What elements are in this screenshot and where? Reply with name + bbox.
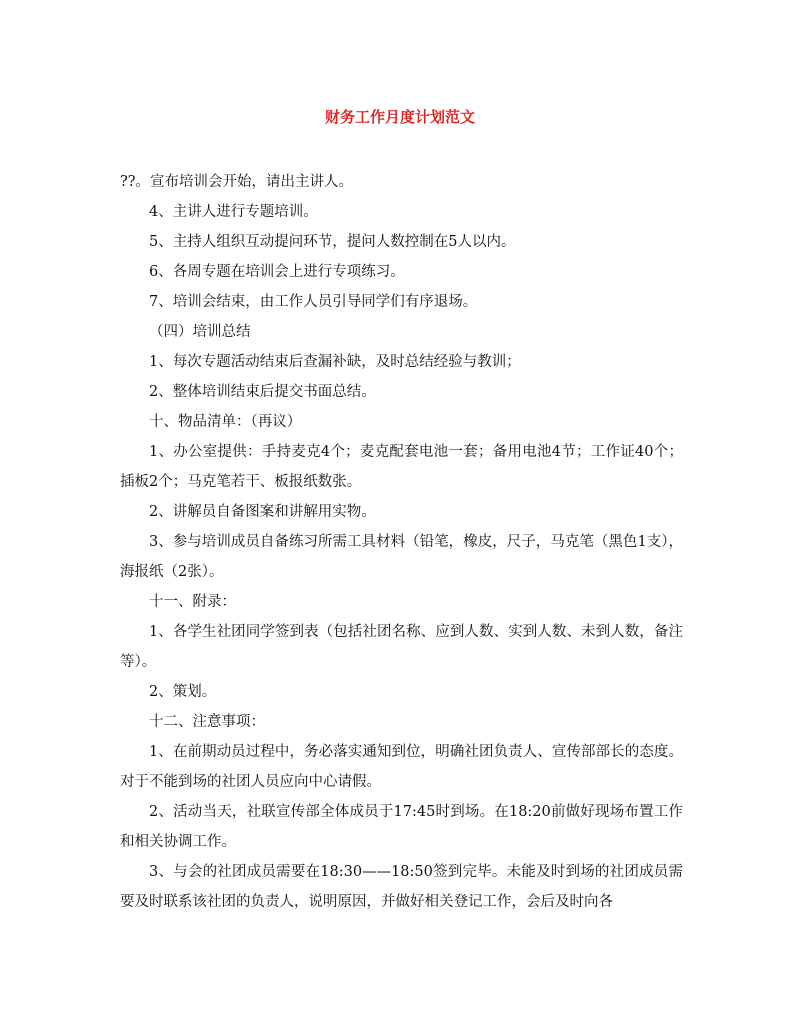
paragraph: 2、讲解员自备图案和讲解用实物。 — [149, 504, 376, 520]
paragraph: 4、主讲人进行专题培训。 — [149, 204, 318, 220]
paragraph: 1、各学生社团同学签到表（包括社团名称、应到人数、实到人数、未到人数，备注等）。 — [120, 624, 683, 670]
section-heading: （四）培训总结 — [149, 324, 251, 340]
section-heading: 十、物品清单：（再议） — [149, 414, 302, 430]
section-heading: 十一、附录： — [149, 594, 236, 610]
paragraph: 5、主持人组织互动提问环节，提问人数控制在5人以内。 — [149, 234, 516, 250]
paragraph: ??。宣布培训会开始，请出主讲人。 — [120, 174, 354, 190]
paragraph: 6、各周专题在培训会上进行专项练习。 — [149, 264, 405, 280]
paragraph: 3、参与培训成员自备练习所需工具材料（铅笔，橡皮，尺子，马克笔（黑色1支），海报纸（2张）。 — [120, 534, 683, 580]
paragraph: 2、策划。 — [149, 684, 217, 700]
paragraph: 1、在前期动员过程中，务必落实通知到位，明确社团负责人、宣传部部长的态度。对于不能到场的社团人员应向中心请假。 — [120, 744, 683, 790]
paragraph: 3、与会的社团成员需要在18:30——18:50签到完毕。未能及时到场的社团成员需要及时联系该社团的负责人，说明原因，并做好相关登记工作，会后及时向各 — [120, 864, 683, 910]
paragraph: 2、活动当天，社联宣传部全体成员于17:45时到场。在18:20前做好现场布置工作和相关协调工作。 — [120, 804, 683, 850]
paragraph: 1、每次专题活动结束后查漏补缺，及时总结经验与教训； — [149, 354, 521, 370]
paragraph: 7、培训会结束，由工作人员引导同学们有序退场。 — [149, 294, 478, 310]
paragraph: 2、整体培训结束后提交书面总结。 — [149, 384, 376, 400]
paragraph: 1、办公室提供：手持麦克4个；麦克配套电池一套；备用电池4节；工作证40个；插板2个；马克笔若干、板报纸数张。 — [120, 444, 683, 490]
document-body — [120, 167, 683, 917]
section-heading: 十二、注意事项： — [149, 714, 265, 730]
document-title: 财务工作月度计划范文 — [324, 108, 475, 126]
